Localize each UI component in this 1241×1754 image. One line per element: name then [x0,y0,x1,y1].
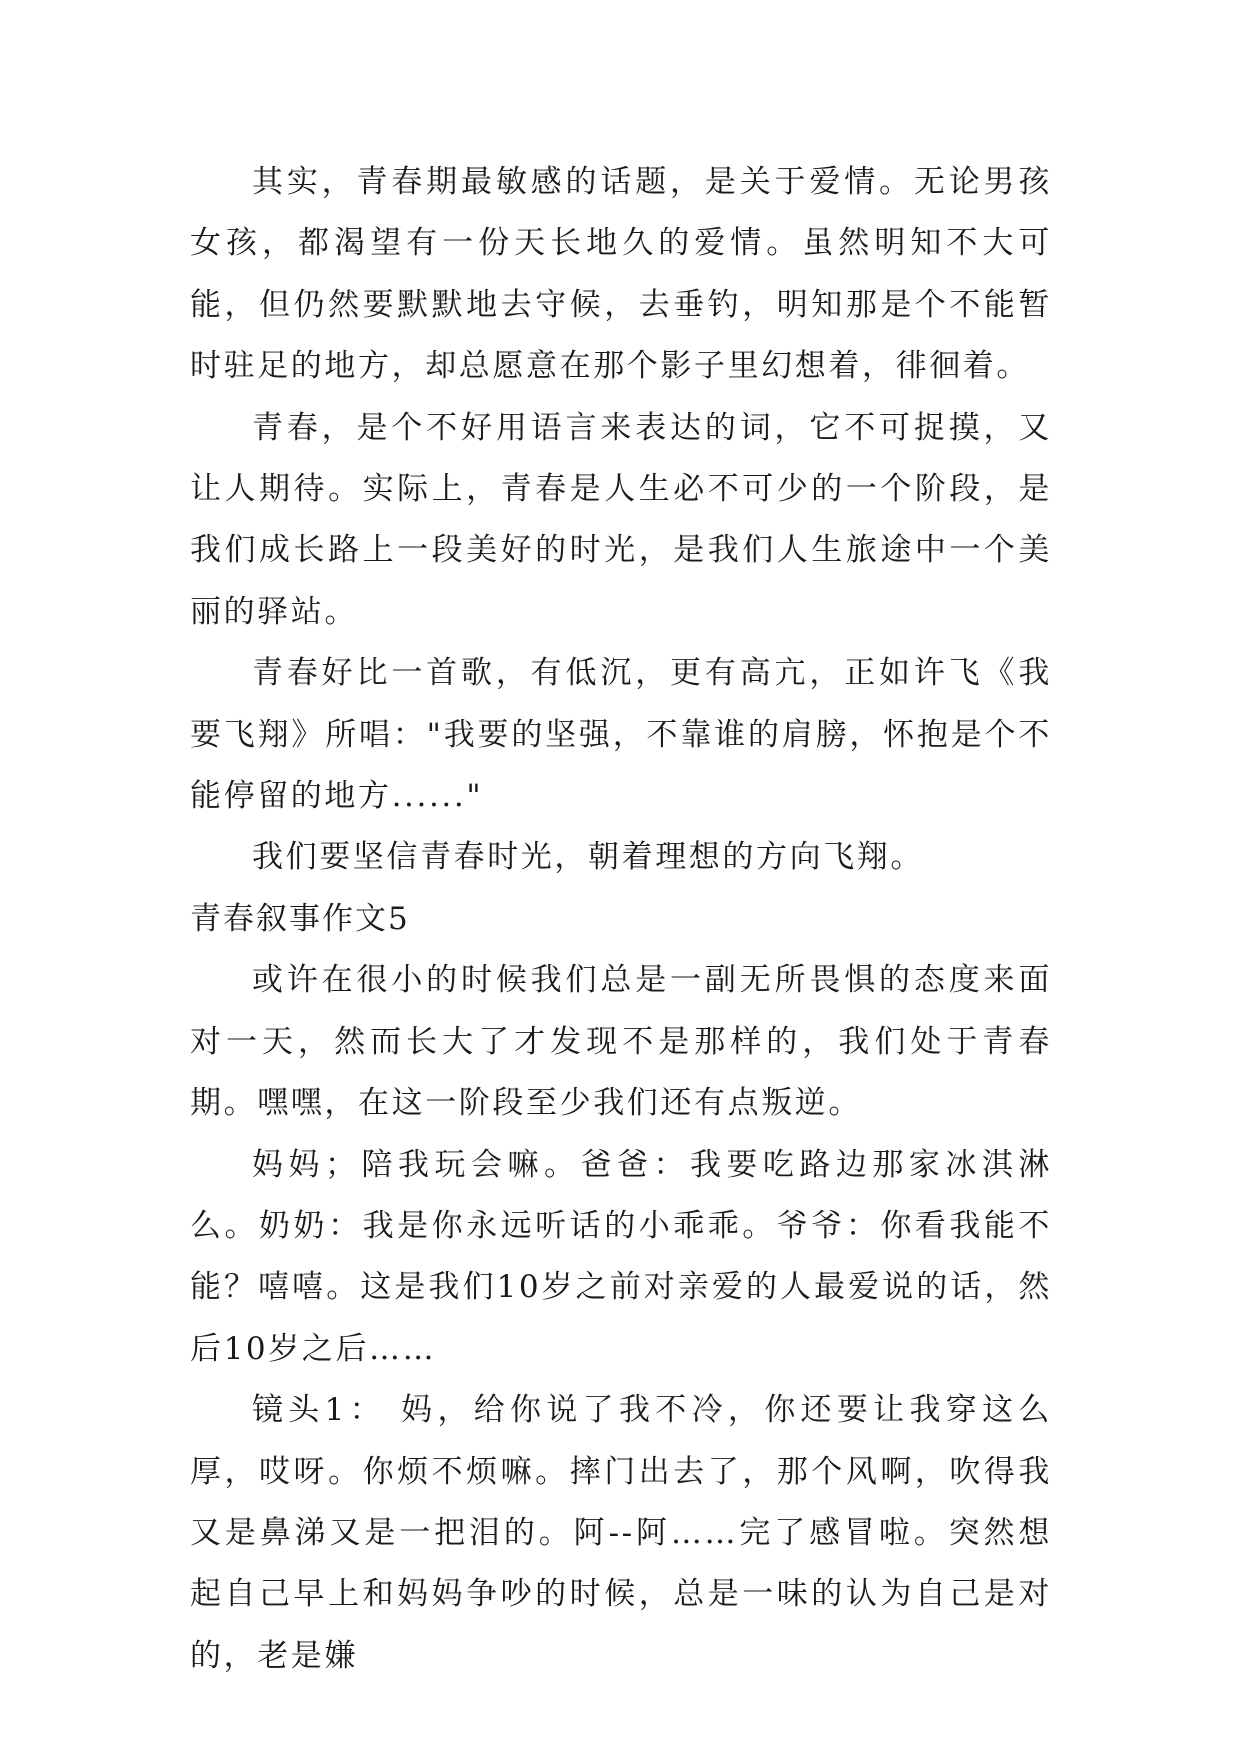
paragraph-rebellion: 或许在很小的时候我们总是一副无所畏惧的态度来面对一天，然而长大了才发现不是那样的，我们处于青春期。嘿嘿，在这一阶段至少我们还有点叛逆。 [190,962,1052,1122]
paragraph-youth-definition: 青春，是个不好用语言来表达的词，它不可捉摸，又让人期待。实际上，青春是人生必不可少的一个阶段，是我们成长路上一段美好的时光，是我们人生旅途中一个美丽的驿站。 [190,409,1052,630]
document-page [190,152,1052,1687]
paragraph-youth-song: 青春好比一首歌，有低沉，更有高亢，正如许飞《我要飞翔》所唱："我要的坚强，不靠谁的肩膀，怀抱是个不能停留的地方......" [190,655,1052,815]
paragraph-scene-1: 镜头1： 妈，给你说了我不冷，你还要让我穿这么厚，哎呀。你烦不烦嘛。摔门出去了，那个风啊，吹得我又是鼻涕又是一把泪的。阿--阿……完了感冒啦。突然想起自己早上和妈妈争吵的时候，总是一味的认为自己是对的，老是嫌 [190,1392,1052,1674]
paragraph-believe: 我们要坚信青春时光，朝着理想的方向飞翔。 [252,839,924,876]
paragraph-childhood-words: 妈妈；陪我玩会嘛。爸爸：我要吃路边那家冰淇淋么。奶奶：我是你永远听话的小乖乖。爷爷：你看我能不能？嘻嘻。这是我们10岁之前对亲爱的人最爱说的话，然后10岁之后…… [190,1146,1052,1367]
section-heading: 青春叙事作文5 [190,900,410,937]
paragraph-love: 其实，青春期最敏感的话题，是关于爱情。无论男孩女孩，都渴望有一份天长地久的爱情。虽然明知不大可能，但仍然要默默地去守候，去垂钓，明知那是个不能暂时驻足的地方，却总愿意在那个影子里幻想着，徘徊着。 [190,164,1052,385]
